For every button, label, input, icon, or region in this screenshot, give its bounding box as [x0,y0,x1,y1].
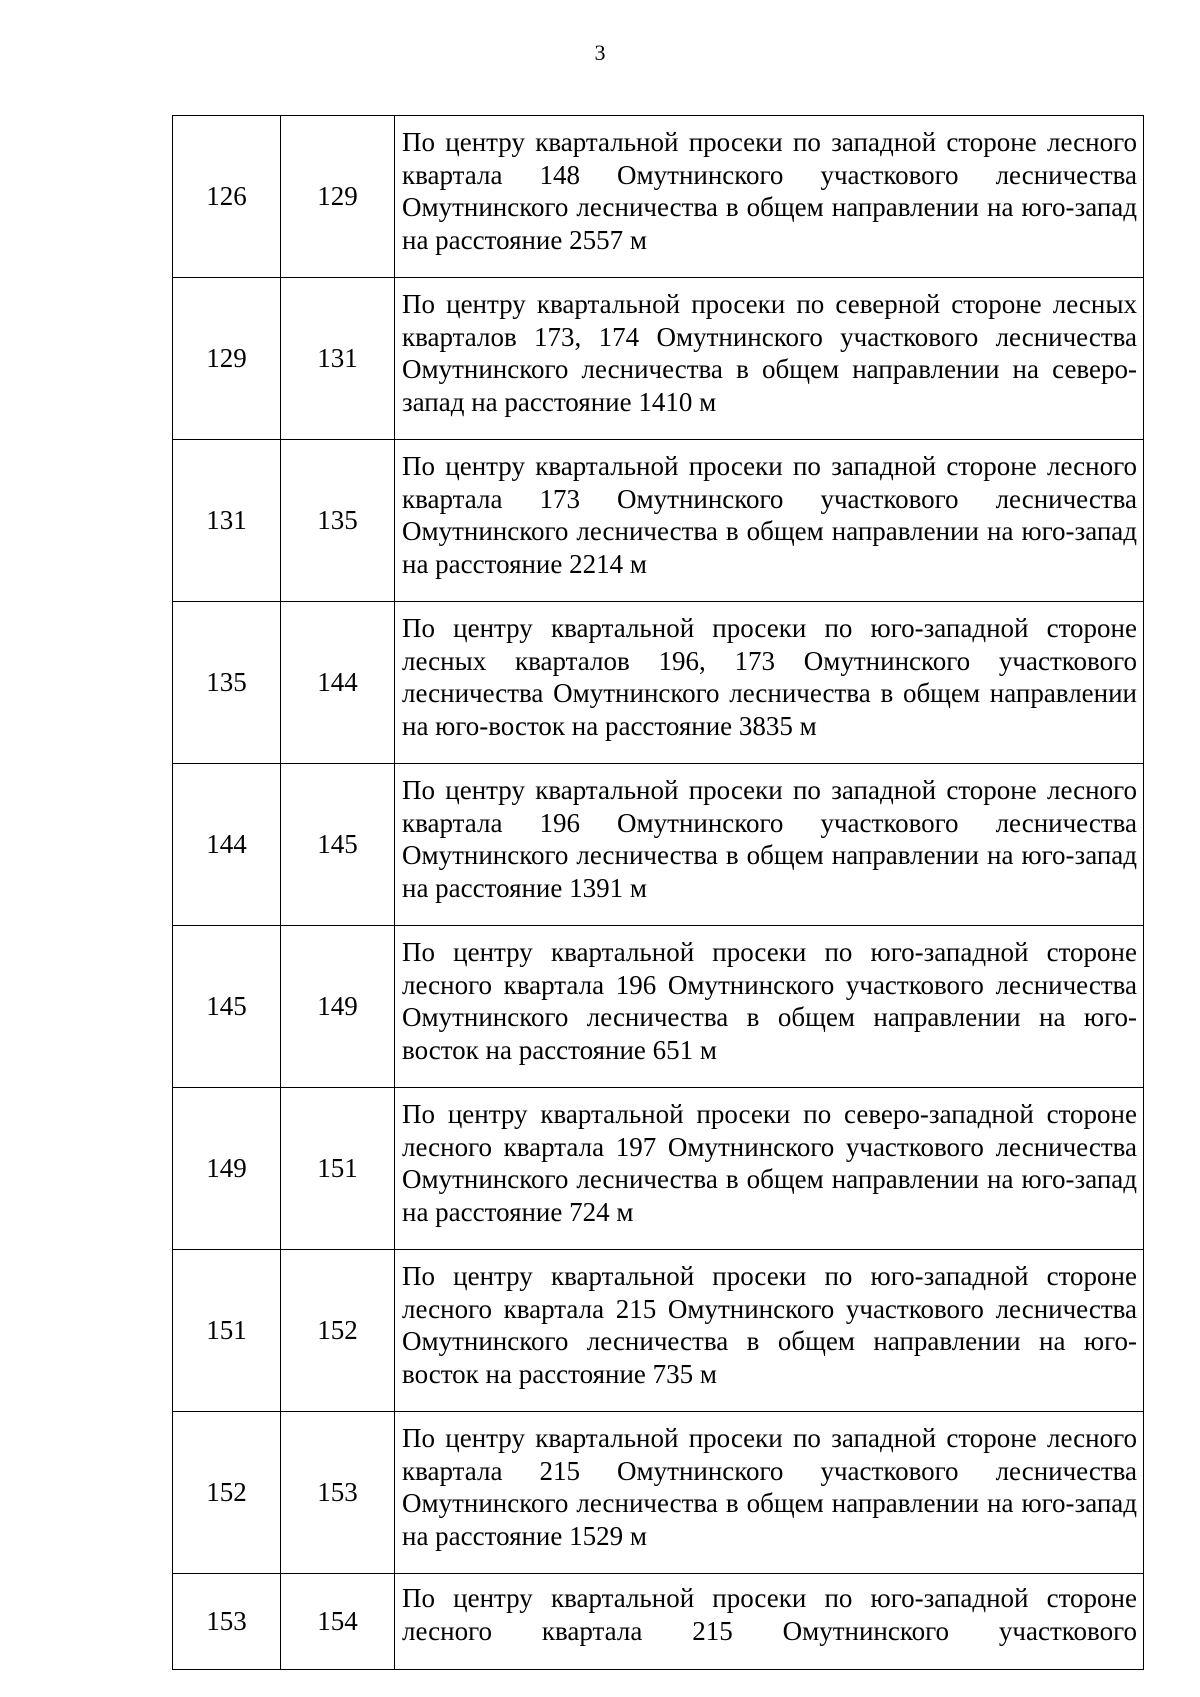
to-point-cell: 131 [281,278,395,440]
from-point-cell: 151 [173,1250,281,1412]
table-row [173,1412,1144,1574]
to-point-cell: 135 [281,440,395,602]
table-row [173,1088,1144,1250]
table-row [173,926,1144,1088]
table-row [173,602,1144,764]
description-cell: По центру квартальной просеки по северной стороне лесных кварталов 173, 174 Омутнинского участкового лесничества Омутнинского лесничества в общем направлении на северо-запад на расстояние 1410 м [395,278,1144,440]
from-point-cell: 149 [173,1088,281,1250]
page-number: 3 [594,40,606,65]
table-row [173,764,1144,926]
from-point-cell: 152 [173,1412,281,1574]
from-point-cell: 129 [173,278,281,440]
table-row [173,1250,1144,1412]
to-point-cell: 154 [281,1574,395,1670]
boundary-table [172,115,1144,1670]
description-cell: По центру квартальной просеки по западной стороне лесного квартала 215 Омутнинского участкового лесничества Омутнинского лесничества в общем направлении на юго-запад на расстояние 1529 м [395,1412,1144,1574]
from-point-cell: 126 [173,116,281,278]
from-point-cell: 144 [173,764,281,926]
table-row [173,116,1144,278]
table-row [173,1574,1144,1670]
from-point-cell: 135 [173,602,281,764]
description-cell: По центру квартальной просеки по западной стороне лесного квартала 173 Омутнинского участкового лесничества Омутнинского лесничества в общем направлении на юго-запад на расстояние 2214 м [395,440,1144,602]
description-cell: По центру квартальной просеки по юго-западной стороне лесного квартала 215 Омутнинского участкового [395,1574,1144,1670]
from-point-cell: 153 [173,1574,281,1670]
description-cell: По центру квартальной просеки по юго-западной стороне лесного квартала 196 Омутнинского участкового лесничества Омутнинского лесничества в общем направлении на юго-восток на расстояние 651 м [395,926,1144,1088]
description-cell: По центру квартальной просеки по западной стороне лесного квартала 196 Омутнинского участкового лесничества Омутнинского лесничества в общем направлении на юго-запад на расстояние 1391 м [395,764,1144,926]
table-row [173,278,1144,440]
to-point-cell: 129 [281,116,395,278]
to-point-cell: 153 [281,1412,395,1574]
table-row [173,440,1144,602]
description-cell: По центру квартальной просеки по северо-западной стороне лесного квартала 197 Омутнинского участкового лесничества Омутнинского лесничества в общем направлении на юго-запад на расстояние 724 м [395,1088,1144,1250]
from-point-cell: 145 [173,926,281,1088]
from-point-cell: 131 [173,440,281,602]
to-point-cell: 152 [281,1250,395,1412]
description-cell: По центру квартальной просеки по юго-западной стороне лесного квартала 215 Омутнинского участкового лесничества Омутнинского лесничества в общем направлении на юго-восток на расстояние 735 м [395,1250,1144,1412]
to-point-cell: 151 [281,1088,395,1250]
to-point-cell: 145 [281,764,395,926]
description-cell: По центру квартальной просеки по юго-западной стороне лесных кварталов 196, 173 Омутнинского участкового лесничества Омутнинского лесничества в общем направлении на юго-восток на расстояние 3835 м [395,602,1144,764]
to-point-cell: 144 [281,602,395,764]
to-point-cell: 149 [281,926,395,1088]
description-cell: По центру квартальной просеки по западной стороне лесного квартала 148 Омутнинского участкового лесничества Омутнинского лесничества в общем направлении на юго-запад на расстояние 2557 м [395,116,1144,278]
